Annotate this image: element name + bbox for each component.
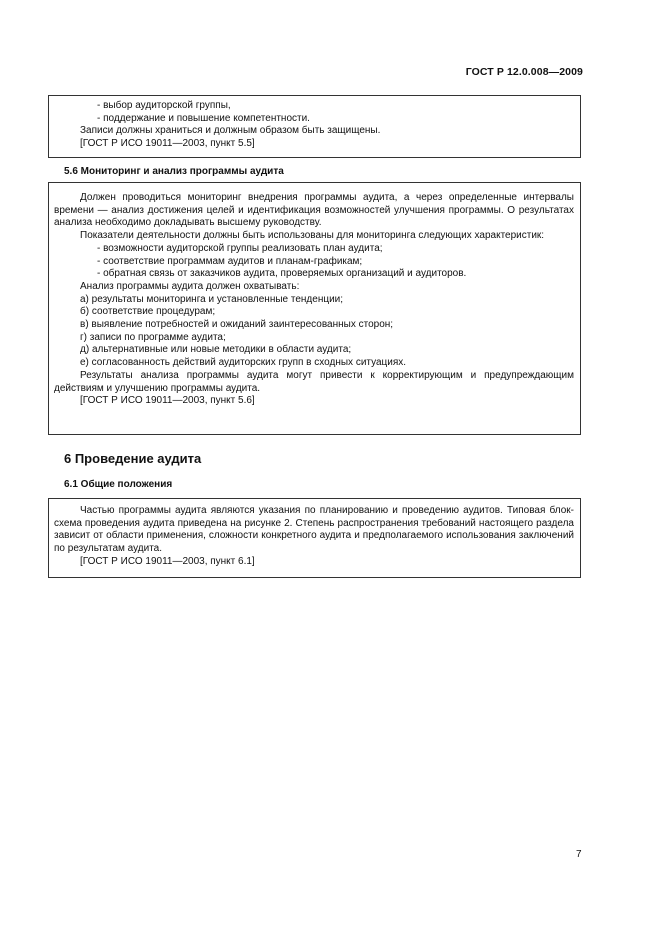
reference: [ГОСТ Р ИСО 19011—2003, пункт 5.5] xyxy=(80,138,255,150)
quote-box-6-1 xyxy=(48,498,581,578)
list-item: г) записи по программе аудита; xyxy=(80,331,226,343)
list-item: - обратная связь от заказчиков аудита, проверяемых организаций и аудиторов. xyxy=(97,268,467,280)
page-number: 7 xyxy=(576,849,582,860)
paragraph: Показатели деятельности должны быть использованы для мониторинга следующих характеристик: xyxy=(80,230,545,242)
quote-box-5-5 xyxy=(48,95,581,158)
paragraph: Результаты анализа программы аудита могут привести к корректирующим и предупреждающим действиям и улучшению программы аудита. xyxy=(54,369,574,394)
document-code: ГОСТ Р 12.0.008—2009 xyxy=(465,66,583,78)
reference: [ГОСТ Р ИСО 19011—2003, пункт 5.6] xyxy=(80,395,255,407)
reference: [ГОСТ Р ИСО 19011—2003, пункт 6.1] xyxy=(80,555,255,567)
list-item: а) результаты мониторинга и установленные тенденции; xyxy=(80,293,344,305)
section-heading-5-6: 5.6 Мониторинг и анализ программы аудита xyxy=(64,166,284,177)
paragraph: Частью программы аудита являются указания по планированию и проведению аудитов. Типовая блок-схема проведения аудита приведена на рисунке 2. Степень распространения требований настоящего раздела зависит от области применения, сложности конкретного аудита и предполагаемого использования заключений по результатам аудита. xyxy=(54,505,574,555)
list-item: е) согласованность действий аудиторских групп в сходных ситуациях. xyxy=(80,357,407,369)
paragraph: Записи должны храниться и должным образом быть защищены. xyxy=(80,125,381,137)
list-item: - поддержание и повышение компетентности. xyxy=(97,112,310,124)
section-heading-6: 6 Проведение аудита xyxy=(64,451,202,466)
list-item: д) альтернативные или новые методики в области аудита; xyxy=(80,344,352,356)
quote-box-5-6 xyxy=(48,182,581,435)
list-item: - соответствие программам аудитов и планам-графикам; xyxy=(97,255,363,267)
paragraph: Должен проводиться мониторинг внедрения программы аудита, а через определенные интервалы времени — анализ достижения целей и идентификация возможностей улучшения программы. О результатах анализа необходимо докладывать высшему руководству. xyxy=(54,192,574,229)
list-item: - возможности аудиторской группы реализовать план аудита; xyxy=(97,242,383,254)
list-item: - выбор аудиторской группы, xyxy=(97,100,231,111)
list-item: в) выявление потребностей и ожиданий заинтересованных сторон; xyxy=(80,319,394,331)
section-heading-6-1: 6.1 Общие положения xyxy=(64,479,173,490)
list-item: б) соответствие процедурам; xyxy=(80,306,216,318)
paragraph: Анализ программы аудита должен охватывать: xyxy=(80,280,300,292)
